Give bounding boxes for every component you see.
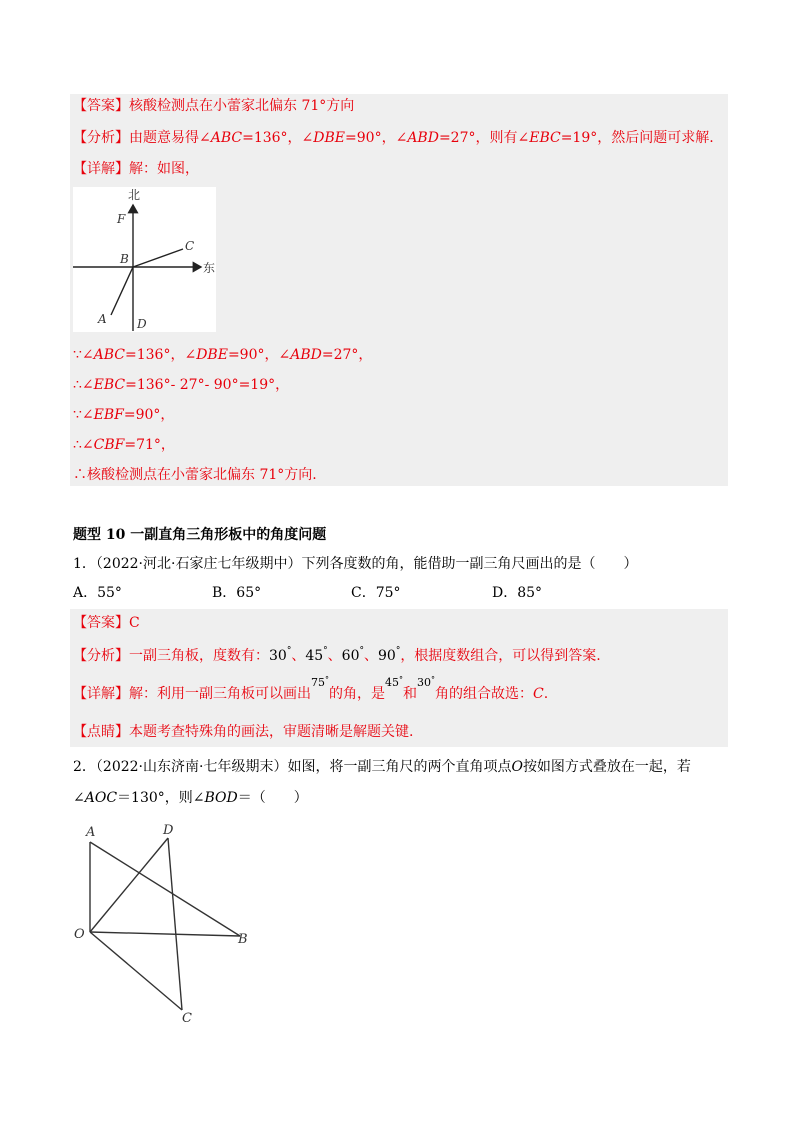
compass-diagram xyxy=(73,187,216,332)
angle-value: 75 xyxy=(311,676,325,689)
angle-value: 90 xyxy=(377,648,396,664)
detail-text: 解：如图， xyxy=(129,161,199,177)
detail-label: 【详解】 xyxy=(73,161,129,177)
segment-dc xyxy=(168,838,182,1010)
analysis-text: =27°，则有∠ xyxy=(438,130,530,146)
step-1 xyxy=(73,345,372,365)
answer-label: 【答案】 xyxy=(73,98,129,114)
degree-mark: ° xyxy=(359,646,364,656)
section-title: 题型 10 一副直角三角形板中的角度问题 xyxy=(73,527,327,543)
compass-figure xyxy=(73,187,216,332)
option-d: D．85° xyxy=(492,585,543,601)
question-text: ＝（ ） xyxy=(237,790,308,806)
analysis-text: =19°，然后问题可求解. xyxy=(560,130,714,146)
angle-name: AOC xyxy=(84,790,118,806)
angle-name: DBE xyxy=(313,130,346,146)
step-text: ∴∠ xyxy=(73,437,94,453)
comment-text: 本题考查特殊角的画法，审题清晰是解题关键. xyxy=(129,724,414,740)
step-text: ∵∠ xyxy=(73,347,94,363)
question-number: 1． xyxy=(73,556,96,572)
degree-mark: ° xyxy=(286,646,292,656)
angle-name: CBF xyxy=(93,437,125,453)
segment-ab xyxy=(90,842,240,936)
degree-mark: ° xyxy=(431,675,435,684)
point-b-label: B xyxy=(120,252,129,266)
comment-line xyxy=(73,722,413,742)
answer-text: C xyxy=(129,615,140,631)
analysis-text: =136°，∠ xyxy=(242,130,314,146)
segment-od xyxy=(90,838,168,932)
angle-name: EBC xyxy=(93,377,126,393)
option-a: A．55° xyxy=(73,585,122,601)
separator: 、 xyxy=(327,648,342,664)
triangles-diagram xyxy=(72,820,262,1030)
angle-value: 30 xyxy=(269,648,287,664)
detail-text: . xyxy=(543,686,549,702)
angle-value: 45 xyxy=(305,648,324,664)
point-a-label: A xyxy=(98,312,107,326)
step-text: =90°，∠ xyxy=(227,347,291,363)
detail-line xyxy=(73,675,549,706)
option-b: B．65° xyxy=(212,585,262,601)
answer-line xyxy=(73,96,354,116)
point-o: O xyxy=(511,759,523,775)
analysis-text: 一副三角板，度数有： xyxy=(129,648,269,664)
angle-name: ABD xyxy=(407,130,439,146)
detail-text: 角的组合故选： xyxy=(435,686,533,702)
degree-mark: ° xyxy=(325,675,329,684)
point-a-label: A xyxy=(86,825,96,840)
step-3 xyxy=(73,405,174,425)
question-text: ＝130°，则∠ xyxy=(117,790,205,806)
option-c: C．75° xyxy=(351,585,401,601)
step-text: =27°， xyxy=(321,347,373,363)
degree-mark: ° xyxy=(323,646,328,656)
east-label: 东 xyxy=(203,261,216,275)
separator: 、 xyxy=(363,648,378,664)
question-2-line-2 xyxy=(73,788,308,808)
step-text: ∵∠ xyxy=(73,407,94,423)
ray-bc xyxy=(133,249,183,267)
step-text: ∴∠ xyxy=(73,377,94,393)
detail-label: 【详解】 xyxy=(73,686,129,702)
analysis-line xyxy=(73,646,601,668)
angle-name: BOD xyxy=(204,790,238,806)
step-text: =90°， xyxy=(123,407,175,423)
angle-name: EBF xyxy=(93,407,124,423)
point-o-label: O xyxy=(74,927,85,942)
point-f-label: F xyxy=(117,212,126,226)
comment-label: 【点睛】 xyxy=(73,724,129,740)
angle-value: 30 xyxy=(417,676,431,689)
detail-text: 的角，是 xyxy=(329,686,385,702)
angle-name: ABC xyxy=(93,347,126,363)
point-c-label: C xyxy=(185,239,195,253)
segment-ob xyxy=(90,932,240,936)
point-d-label: D xyxy=(137,317,147,331)
separator: 、 xyxy=(291,648,306,664)
ray-ba xyxy=(111,267,133,315)
analysis-label: 【分析】 xyxy=(73,648,129,664)
question-text: （2022·河北·石家庄七年级期中）下列各度数的角，能借助一副三角尺画出的是（ ） xyxy=(95,556,638,572)
point-c-label: C xyxy=(182,1011,192,1026)
triangles-figure xyxy=(72,820,262,1030)
analysis-text: 由题意易得∠ xyxy=(129,130,211,146)
step-2 xyxy=(73,375,289,395)
north-label: 北 xyxy=(128,188,141,202)
question-1 xyxy=(73,554,637,574)
analysis-text: =90°，∠ xyxy=(345,130,408,146)
analysis-line xyxy=(73,128,714,148)
angle-name: EBC xyxy=(529,130,561,146)
step-text: =71°， xyxy=(124,437,175,453)
question-number: 2． xyxy=(73,759,96,775)
step-text: =136°- 27°- 90°=19°， xyxy=(125,377,290,393)
answer-line xyxy=(73,613,140,633)
detail-text: 解：利用一副三角板可以画出 xyxy=(129,686,311,702)
segment-oc xyxy=(90,932,182,1010)
step-text: =136°，∠ xyxy=(125,347,197,363)
analysis-label: 【分析】 xyxy=(73,130,129,146)
step-4 xyxy=(73,435,175,455)
step-text: ∴核酸检测点在小蕾家北偏东 71°方向. xyxy=(73,467,317,483)
answer-choice: C xyxy=(533,686,544,702)
degree-mark: ° xyxy=(395,646,401,656)
analysis-text: ，根据度数组合，可以得到答案. xyxy=(400,648,601,664)
answer-text: 核酸检测点在小蕾家北偏东 71°方向 xyxy=(129,98,355,114)
step-5 xyxy=(73,465,317,485)
point-b-label: B xyxy=(238,932,248,947)
angle-name: DBE xyxy=(196,347,228,363)
angle-value: 60 xyxy=(341,648,360,664)
question-text: 按如图方式叠放在一起，若 xyxy=(522,759,691,775)
detail-line xyxy=(73,159,199,179)
angle-name: ABC xyxy=(210,130,243,146)
point-d-label: D xyxy=(163,823,174,838)
question-text: （2022·山东济南·七年级期末）如图，将一副三角尺的两个直角项点 xyxy=(95,759,512,775)
question-2 xyxy=(73,757,691,777)
angle-value: 45 xyxy=(385,676,399,689)
question-text: ∠ xyxy=(73,790,85,806)
degree-mark: ° xyxy=(399,675,403,684)
detail-text: 和 xyxy=(403,686,417,702)
answer-label: 【答案】 xyxy=(73,615,129,631)
angle-name: ABD xyxy=(290,347,322,363)
